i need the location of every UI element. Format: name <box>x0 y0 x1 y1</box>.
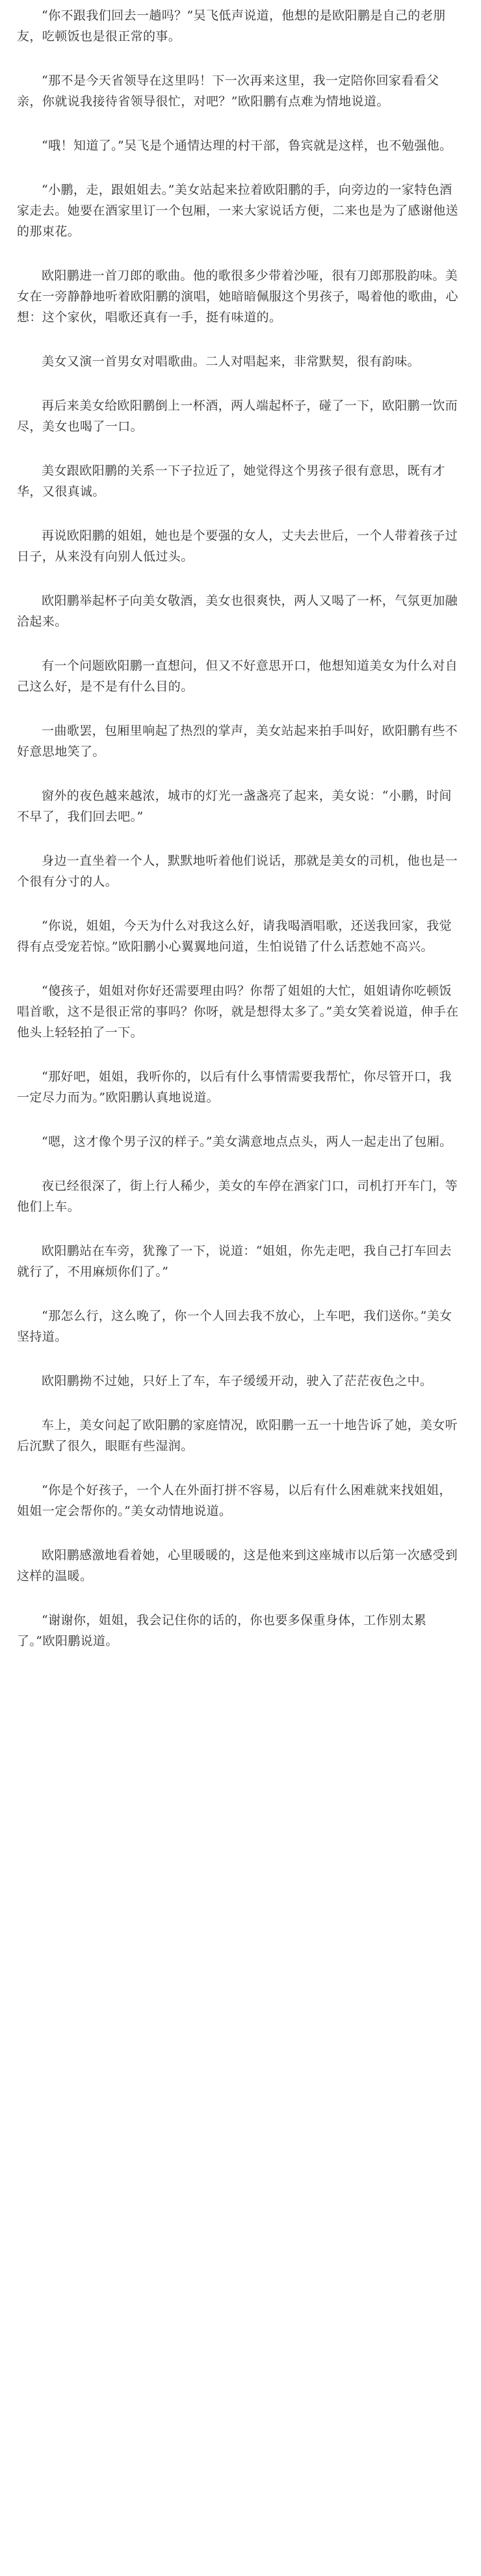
paragraph: 欧阳鹏进一首刀郎的歌曲。他的歌很多少带着沙哑，很有刀郎那股韵味。美女在一旁静静地听着欧阳鹏的演唱，她暗暗佩服这个男孩子，喝着他的歌曲，心想：这个家伙，唱歌还真有一手，挺有味道的。 <box>17 269 459 324</box>
paragraph: “那好吧，姐姐，我听你的，以后有什么事情需要我帮忙，你尽管开口，我一定尽力而为。”欧阳鹏认真地说道。 <box>17 1070 452 1105</box>
paragraph: “你不跟我们回去一趟吗？”吴飞低声说道，他想的是欧阳鹏是自己的老朋友，吃顿饭也是很正常的事。 <box>17 8 446 44</box>
paragraph: 窗外的夜色越来越浓，城市的灯光一盏盏亮了起来，美女说：“小鹏，时间不早了，我们回去吧。” <box>17 789 452 824</box>
paragraph: 欧阳鹏举起杯子向美女敬酒，美女也很爽快，两人又喝了一杯，气氛更加融洽起来。 <box>17 594 458 629</box>
paragraph: “小鹏，走，跟姐姐去。”美女站起来拉着欧阳鹏的手，向旁边的一家特色酒家走去。她要在酒家里订一个包厢，一来大家说话方便，二来也是为了感谢他送的那束花。 <box>17 183 459 239</box>
paragraph: 欧阳鹏拗不过她，只好上了车，车子缓缓开动，驶入了茫茫夜色之中。 <box>42 1374 433 1388</box>
article-body <box>17 5 464 1651</box>
paragraph: “哦！知道了。”吴飞是个通情达理的村干部，鲁宾就是这样，也不勉强他。 <box>42 138 452 153</box>
paragraph: 车上，美女问起了欧阳鹏的家庭情况，欧阳鹏一五一十地告诉了她，美女听后沉默了很久，眼眶有些湿润。 <box>17 1418 458 1453</box>
paragraph: “你说，姐姐，今天为什么对我这么好，请我喝酒唱歌，还送我回家，我觉得有点受宠若惊。”欧阳鹏小心翼翼地问道，生怕说错了什么话惹她不高兴。 <box>17 919 452 954</box>
paragraph: 有一个问题欧阳鹏一直想问，但又不好意思开口，他想知道美女为什么对自己这么好，是不是有什么目的。 <box>17 659 458 694</box>
paragraph: “谢谢你，姐姐，我会记住你的话的，你也要多保重身体，工作别太累了。”欧阳鹏说道。 <box>17 1613 427 1648</box>
paragraph: 美女跟欧阳鹏的关系一下子拉近了，她觉得这个男孩子很有意思，既有才华，又很真诚。 <box>17 464 445 499</box>
paragraph: “你是个好孩子，一个人在外面打拼不容易，以后有什么困难就来找姐姐，姐姐一定会帮你的。”美女动情地说道。 <box>17 1483 452 1518</box>
paragraph: “那怎么行，这么晚了，你一个人回去我不放心，上车吧，我们送你。”美女坚持道。 <box>17 1309 452 1344</box>
paragraph: 夜已经很深了，街上行人稀少，美女的车停在酒家门口，司机打开车门，等他们上车。 <box>17 1179 458 1214</box>
paragraph: 再说欧阳鹏的姐姐，她也是个要强的女人，丈夫去世后，一个人带着孩子过日子，从来没有向别人低过头。 <box>17 529 458 564</box>
paragraph: 一曲歌罢，包厢里响起了热烈的掌声，美女站起来拍手叫好，欧阳鹏有些不好意思地笑了。 <box>17 724 458 759</box>
paragraph: 美女又演一首男女对唱歌曲。二人对唱起来，非常默契，很有韵味。 <box>42 354 421 369</box>
paragraph: 欧阳鹏感激地看着她，心里暖暖的，这是他来到这座城市以后第一次感受到这样的温暖。 <box>17 1548 458 1583</box>
paragraph: “那不是今天省领导在这里吗！下一次再来这里，我一定陪你回家看看父亲，你就说我接待省领导很忙，对吧？”欧阳鹏有点难为情地说道。 <box>17 73 439 109</box>
paragraph: “傻孩子，姐姐对你好还需要理由吗？你帮了姐姐的大忙，姐姐请你吃顿饭唱首歌，这不是很正常的事吗？你呀，就是想得太多了。”美女笑着说道，伸手在他头上轻轻拍了一下。 <box>17 984 459 1040</box>
paragraph: “嗯，这才像个男子汉的样子。”美女满意地点点头，两人一起走出了包厢。 <box>42 1135 452 1149</box>
paragraph: 再后来美女给欧阳鹏倒上一杯酒，两人端起杯子，碰了一下，欧阳鹏一饮而尽，美女也喝了一口。 <box>17 399 458 434</box>
paragraph: 身边一直坐着一个人，默默地听着他们说话，那就是美女的司机，他也是一个很有分寸的人。 <box>17 854 458 889</box>
paragraph: 欧阳鹏站在车旁，犹豫了一下，说道：“姐姐，你先走吧，我自己打车回去就行了，不用麻烦你们了。” <box>17 1244 452 1279</box>
